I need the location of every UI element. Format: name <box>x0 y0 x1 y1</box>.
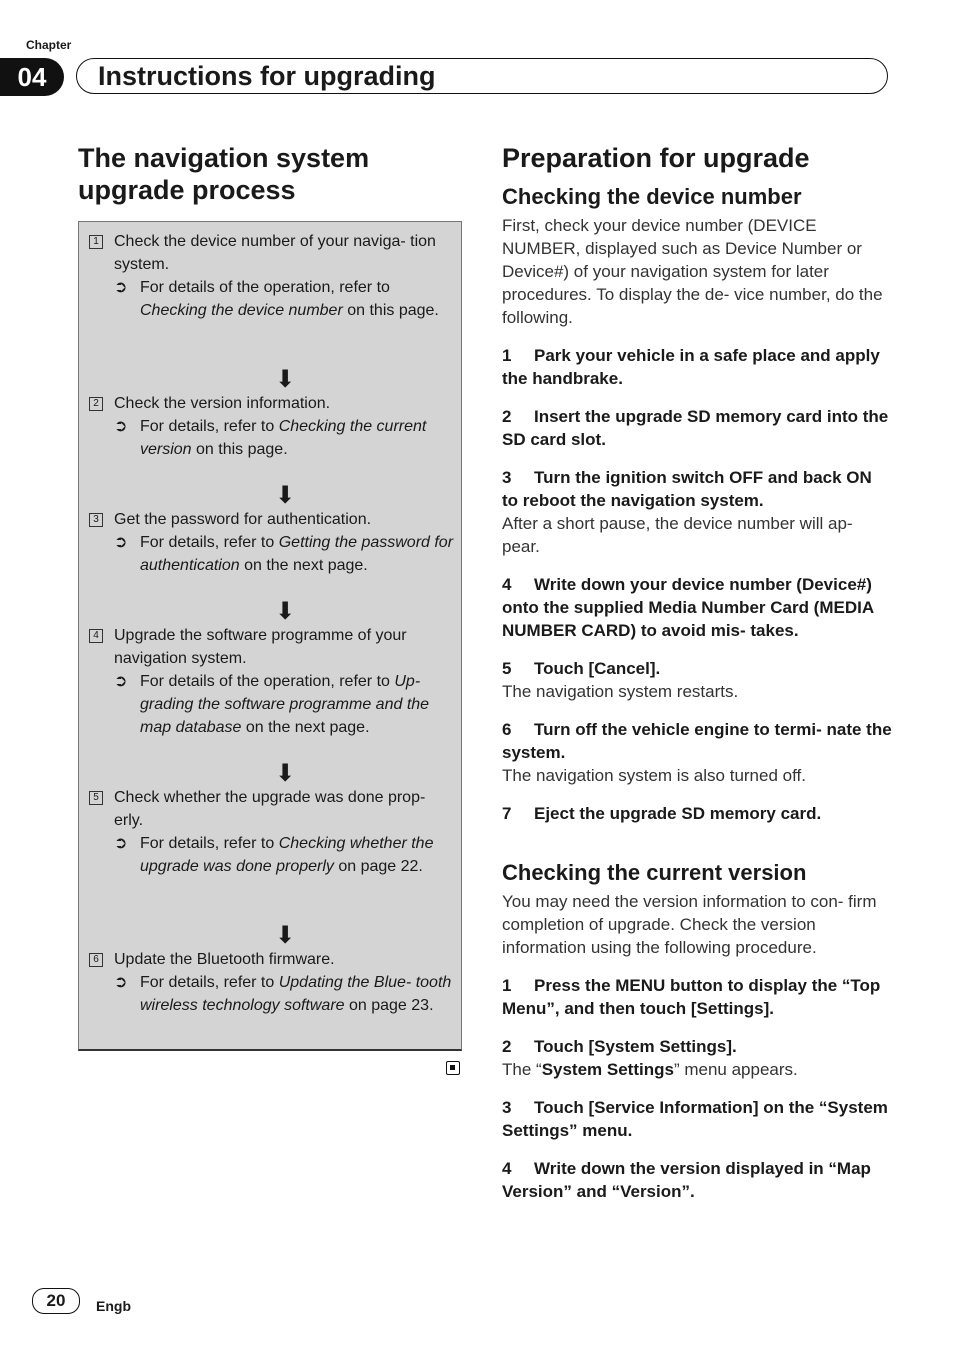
left-column <box>78 142 464 206</box>
step-number-box: 6 <box>89 953 103 967</box>
down-arrow-icon: ⬇ <box>275 760 296 787</box>
step-note: After a short pause, the device number will ap- pear. <box>502 514 853 556</box>
chapter-title: Instructions for upgrading <box>98 61 436 91</box>
section-end-icon <box>446 1061 460 1075</box>
down-arrow-icon: ⬇ <box>275 598 296 625</box>
upgrade-process-flowchart <box>78 221 462 1051</box>
device-step-3: 3 Turn the ignition switch OFF and back ON to reboot the navigation system. After a short pause, the device number will ap- pear. <box>502 466 892 558</box>
flow-step-text: Check the version information. <box>114 395 331 412</box>
down-arrow-icon: ⬇ <box>275 482 296 509</box>
step-number-box: 4 <box>89 629 103 643</box>
upgrade-process-heading: The navigation system upgrade process <box>78 143 370 205</box>
flow-step-1 <box>87 230 457 322</box>
step-note: The navigation system restarts. <box>502 682 739 701</box>
device-step-5: 5 Touch [Cancel]. The navigation system restarts. <box>502 657 892 703</box>
device-number-intro: First, check your device number (DEVICE NUMBER, displayed such as Device Number or Device#) of your navigation system for later procedures. To display the de- vice number, do the following. <box>502 216 883 327</box>
flow-step-reference: ➲ For details of the operation, refer to Up- grading the software programme and the map database on the next page. <box>114 670 457 739</box>
current-version-heading: Checking the current version <box>502 860 807 885</box>
flow-step-5 <box>87 786 457 878</box>
flow-step-reference: ➲ For details, refer to Checking whether the upgrade was done properly on page 22. <box>114 832 457 878</box>
device-step-4: 4 Write down your device number (Device#) onto the supplied Media Number Card (MEDIA NUMBER CARD) to avoid mis- takes. <box>502 575 874 640</box>
down-arrow-icon: ⬇ <box>275 366 296 393</box>
flow-step-4 <box>87 624 457 739</box>
flow-step-reference: ➲ For details of the operation, refer to Checking the device number on this page. <box>114 276 457 322</box>
step-note: The navigation system is also turned off. <box>502 766 806 785</box>
reference-arrow-icon: ➲ <box>114 835 128 852</box>
step-number-box: 2 <box>89 397 103 411</box>
flow-step-text: Check whether the upgrade was done prop- erly. <box>114 789 426 829</box>
version-step-4: 4 Write down the version displayed in “Map Version” and “Version”. <box>502 1159 871 1201</box>
step-note: The “System Settings” menu appears. <box>502 1060 798 1079</box>
preparation-heading: Preparation for upgrade <box>502 143 810 173</box>
flow-step-6 <box>87 948 457 1017</box>
device-step-6: 6 Turn off the vehicle engine to termi- nate the system. The navigation system is also turned off. <box>502 720 892 785</box>
reference-arrow-icon: ➲ <box>114 673 128 690</box>
device-step-1: 1 Park your vehicle in a safe place and apply the handbrake. <box>502 346 880 388</box>
reference-arrow-icon: ➲ <box>114 534 128 551</box>
reference-arrow-icon: ➲ <box>114 418 128 435</box>
current-version-intro: You may need the version information to con- firm completion of upgrade. Check the version information using the following procedure. <box>502 892 877 957</box>
right-column <box>502 142 892 1203</box>
flow-step-text: Update the Bluetooth firmware. <box>114 951 335 968</box>
step-number-box: 3 <box>89 513 103 527</box>
flow-step-3 <box>87 508 457 577</box>
flow-step-reference: ➲ For details, refer to Checking the current version on this page. <box>114 415 457 461</box>
step-number-box: 5 <box>89 791 103 805</box>
flow-step-text: Get the password for authentication. <box>114 511 372 528</box>
version-step-1: 1 Press the MENU button to display the “Top Menu”, and then touch [Settings]. <box>502 976 881 1018</box>
chapter-label: Chapter <box>26 38 72 52</box>
device-step-2: 2 Insert the upgrade SD memory card into the SD card slot. <box>502 407 889 449</box>
flow-step-reference: ➲ For details, refer to Updating the Blue- tooth wireless technology software on page 23. <box>114 971 457 1017</box>
chapter-number-badge: 04 <box>0 58 64 96</box>
step-number-box: 1 <box>89 235 103 249</box>
flow-step-2 <box>87 392 457 461</box>
flow-step-text: Upgrade the software programme of your navigation system. <box>114 627 407 667</box>
device-step-7: 7 Eject the upgrade SD memory card. <box>502 804 822 823</box>
reference-arrow-icon: ➲ <box>114 279 128 296</box>
device-number-heading: Checking the device number <box>502 184 802 209</box>
reference-arrow-icon: ➲ <box>114 974 128 991</box>
version-step-2: 2 Touch [System Settings]. The “System Settings” menu appears. <box>502 1035 892 1081</box>
flow-step-reference: ➲ For details, refer to Getting the password for authentication on the next page. <box>114 531 457 577</box>
down-arrow-icon: ⬇ <box>275 922 296 949</box>
version-step-3: 3 Touch [Service Information] on the “System Settings” menu. <box>502 1098 888 1140</box>
language-code: Engb <box>96 1298 131 1314</box>
flow-step-text: Check the device number of your naviga- tion system. <box>114 233 436 273</box>
page-number: 20 <box>32 1288 80 1314</box>
